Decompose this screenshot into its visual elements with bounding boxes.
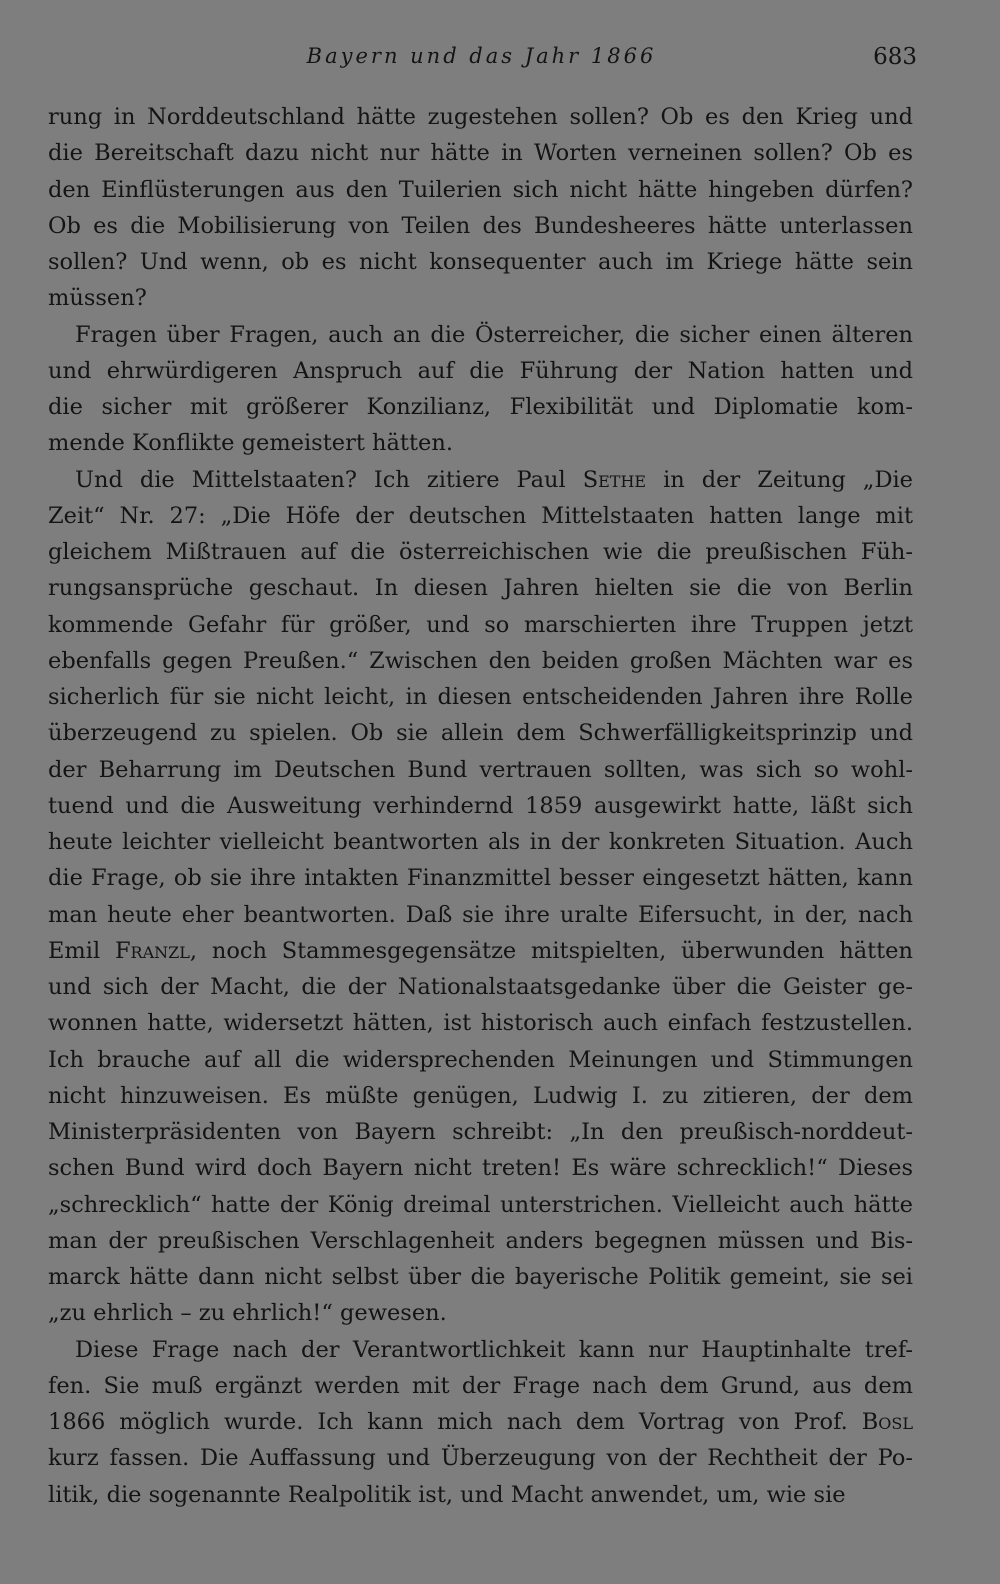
text-line: Diese Frage nach der Verantwortlichkeit kann nur Hauptinhalte tref- — [75, 1336, 913, 1363]
text-line: wonnen hatte, widersetzt hätten, ist historisch auch einfach festzustellen. — [48, 1010, 913, 1037]
text-line: rung in Norddeutschland hätte zugestehen sollen? Ob es den Krieg und — [48, 104, 913, 130]
text-line: Ministerpräsidenten von Bayern schreibt: „In den preußisch-norddeut- — [48, 1119, 913, 1145]
paragraph — [48, 1332, 913, 1513]
text-line: Ich brauche auf all die widersprechenden Meinungen und Stimmungen — [48, 1046, 913, 1073]
text-line: marck hätte dann nicht selbst über die bayerische Politik gemeint, sie sei — [48, 1264, 913, 1290]
text-line: Ob es die Mobilisierung von Teilen des Bundesheeres hätte unterlassen — [48, 212, 913, 239]
text-line: fen. Sie muß ergänzt werden mit der Frage nach dem Grund, aus dem — [48, 1372, 913, 1399]
text-line: heute leichter vielleicht beantworten als in der konkreten Situation. Auch — [48, 829, 913, 855]
text-line: Und die Mittelstaaten? Ich zitiere Paul Sethe in der Zeitung „Die — [75, 466, 913, 493]
text-line: „zu ehrlich – zu ehrlich!“ gewesen. — [48, 1300, 447, 1327]
text-line: sicherlich für sie nicht leicht, in diesen entscheidenden Jahren ihre Rolle — [48, 684, 913, 710]
text-line: und ehrwürdigeren Anspruch auf die Führung der Nation hatten und — [48, 357, 913, 384]
text-line: die sicher mit größerer Konzilianz, Flexibilität und Diplomatie kom- — [48, 394, 913, 420]
text-line: die Frage, ob sie ihre intakten Finanzmittel besser eingesetzt hätten, kann — [48, 865, 913, 892]
text-line: gleichem Mißtrauen auf die österreichischen wie die preußischen Füh- — [48, 539, 913, 565]
text-line: die Bereitschaft dazu nicht nur hätte in Worten verneinen sollen? Ob es — [48, 140, 913, 167]
text-line: man der preußischen Verschlagenheit anders begegnen müssen und Bis- — [48, 1227, 913, 1254]
text-line: sollen? Und wenn, ob es nicht konsequenter auch im Kriege hätte sein — [48, 249, 913, 275]
text-line: kommende Gefahr für größer, und so marschierten ihre Truppen jetzt — [48, 611, 913, 638]
text-line: mende Konflikte gemeistert hätten. — [48, 430, 453, 457]
paragraph — [48, 317, 913, 462]
text-line: der Beharrung im Deutschen Bund vertrauen sollten, was sich so wohl- — [48, 756, 913, 783]
text-line: rungsansprüche geschaut. In diesen Jahren hielten sie die von Berlin — [48, 575, 913, 602]
text-line: und sich der Macht, die der Nationalstaatsgedanke über die Geister ge- — [48, 974, 913, 1000]
text-line: litik, die sogenannte Realpolitik ist, und Macht anwendet, um, wie sie — [48, 1481, 846, 1508]
text-line: ebenfalls gegen Preußen.“ Zwischen den beiden großen Mächten war es — [48, 647, 913, 674]
text-line: kurz fassen. Die Auffassung und Überzeugung von der Rechtheit der Po- — [48, 1445, 913, 1472]
page-header — [48, 44, 915, 80]
page-number: 683 — [873, 44, 917, 70]
text-line: „schrecklich“ hatte der König dreimal unterstrichen. Vielleicht auch hätte — [48, 1191, 913, 1218]
text-line: tuend und die Ausweitung verhindernd 1859 ausgewirkt hatte, läßt sich — [48, 792, 913, 819]
body-text — [48, 99, 913, 1513]
text-line: den Einflüsterungen aus den Tuilerien sich nicht hätte hingeben dürfen? — [48, 176, 913, 203]
text-line: überzeugend zu spielen. Ob sie allein dem Schwerfälligkeitsprinzip und — [48, 720, 913, 747]
text-line: müssen? — [48, 285, 147, 312]
text-line: man heute eher beantworten. Daß sie ihre uralte Eifersucht, in der, nach — [48, 901, 913, 928]
text-line: Fragen über Fragen, auch an die Österreicher, die sicher einen älteren — [75, 321, 913, 348]
paragraph — [48, 99, 913, 317]
text-line: Zeit“ Nr. 27: „Die Höfe der deutschen Mittelstaaten hatten lange mit — [48, 502, 913, 529]
text-line: schen Bund wird doch Bayern nicht treten! Es wäre schrecklich!“ Dieses — [48, 1155, 913, 1182]
text-line: 1866 möglich wurde. Ich kann mich nach dem Vortrag von Prof. Bosl — [48, 1409, 913, 1435]
paragraph — [48, 462, 913, 1332]
text-line: Emil Franzl, noch Stammesgegensätze mitspielten, überwunden hätten — [48, 937, 913, 964]
text-line: nicht hinzuweisen. Es müßte genügen, Ludwig I. zu zitieren, der dem — [48, 1082, 913, 1109]
running-title: Bayern und das Jahr 1866 — [306, 44, 657, 68]
